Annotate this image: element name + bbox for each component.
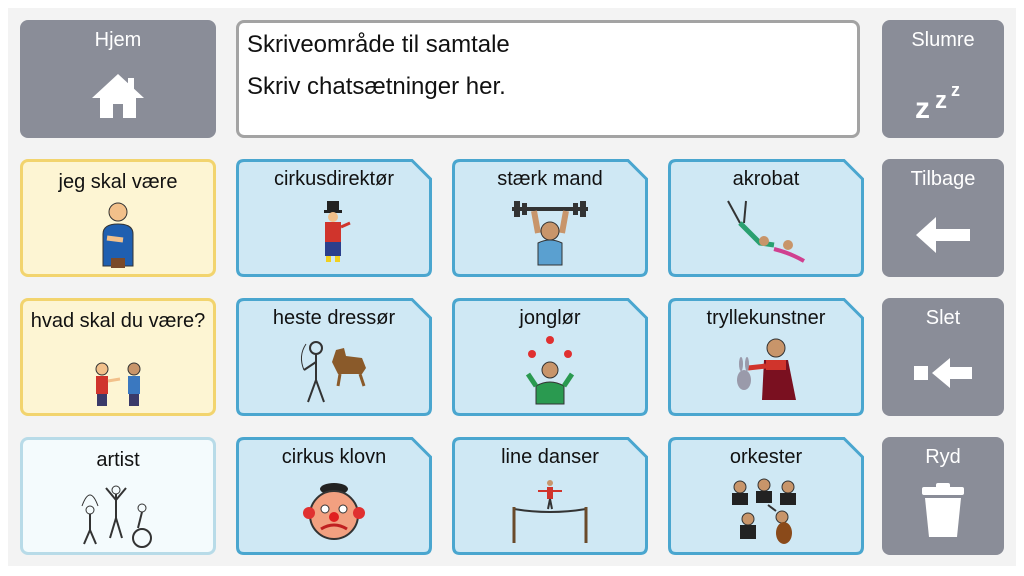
home-icon [90,72,146,120]
clown-icon [301,479,367,545]
folder-jonglor[interactable] [452,298,648,416]
svg-text:z: z [951,80,960,100]
backspace-icon [912,356,974,390]
cell-label: orkester [729,446,803,468]
person-pointing-self-icon [93,200,143,270]
grid-cell-artist[interactable] [20,437,216,555]
sleep-button[interactable] [882,20,1004,138]
clear-label: Ryd [925,446,961,468]
cell-label: cirkus klovn [281,446,387,468]
cell-label: akrobat [732,168,800,190]
two-people-asking-icon [88,361,148,407]
cell-label: jonglør [519,307,581,329]
grid-cell-jeg-skal-vaere[interactable] [20,159,216,277]
strongman-icon [508,201,592,267]
folder-staerk-mand[interactable] [452,159,648,277]
text-line-2: Skriv chatsætninger her. [247,73,506,100]
acrobat-icon [724,199,808,265]
cell-label: line danser [501,446,599,468]
cell-label: cirkusdirektør [273,168,394,190]
ringmaster-icon [316,201,352,263]
folder-heste-dressor[interactable] [236,298,432,416]
folder-line-danser[interactable] [452,437,648,555]
zzz-icon [913,74,973,122]
svg-text:z: z [935,87,947,114]
home-label: Hjem [94,29,142,51]
tightrope-walker-icon [508,479,592,545]
clear-button[interactable] [882,437,1004,555]
trash-icon [920,483,966,539]
horse-trainer-icon [296,340,372,406]
delete-button[interactable] [882,298,1004,416]
folder-cirkusdirektor[interactable] [236,159,432,277]
cell-label: hvad skal du være? [30,310,206,332]
home-button[interactable] [20,20,216,138]
sleep-label: Slumre [911,29,975,51]
delete-label: Slet [925,307,961,329]
message-text-area[interactable] [236,20,860,138]
magician-icon [730,336,802,402]
folder-tryllekunstner[interactable] [668,298,864,416]
folder-cirkus-klovn[interactable] [236,437,432,555]
back-label: Tilbage [910,168,976,190]
juggler-icon [518,336,582,406]
arrow-left-icon [914,215,972,255]
grid-cell-hvad-skal-du-vaere[interactable] [20,298,216,416]
cell-label: artist [96,449,140,471]
svg-text:z: z [915,92,930,122]
artists-icon [76,482,160,548]
folder-akrobat[interactable] [668,159,864,277]
cell-label: heste dressør [272,307,396,329]
cell-label: stærk mand [497,168,603,190]
cell-label: jeg skal være [58,171,178,193]
text-line-1: Skriveområde til samtale [247,31,510,58]
cell-label: tryllekunstner [706,307,826,329]
orchestra-icon [724,475,808,545]
back-button[interactable] [882,159,1004,277]
folder-orkester[interactable] [668,437,864,555]
